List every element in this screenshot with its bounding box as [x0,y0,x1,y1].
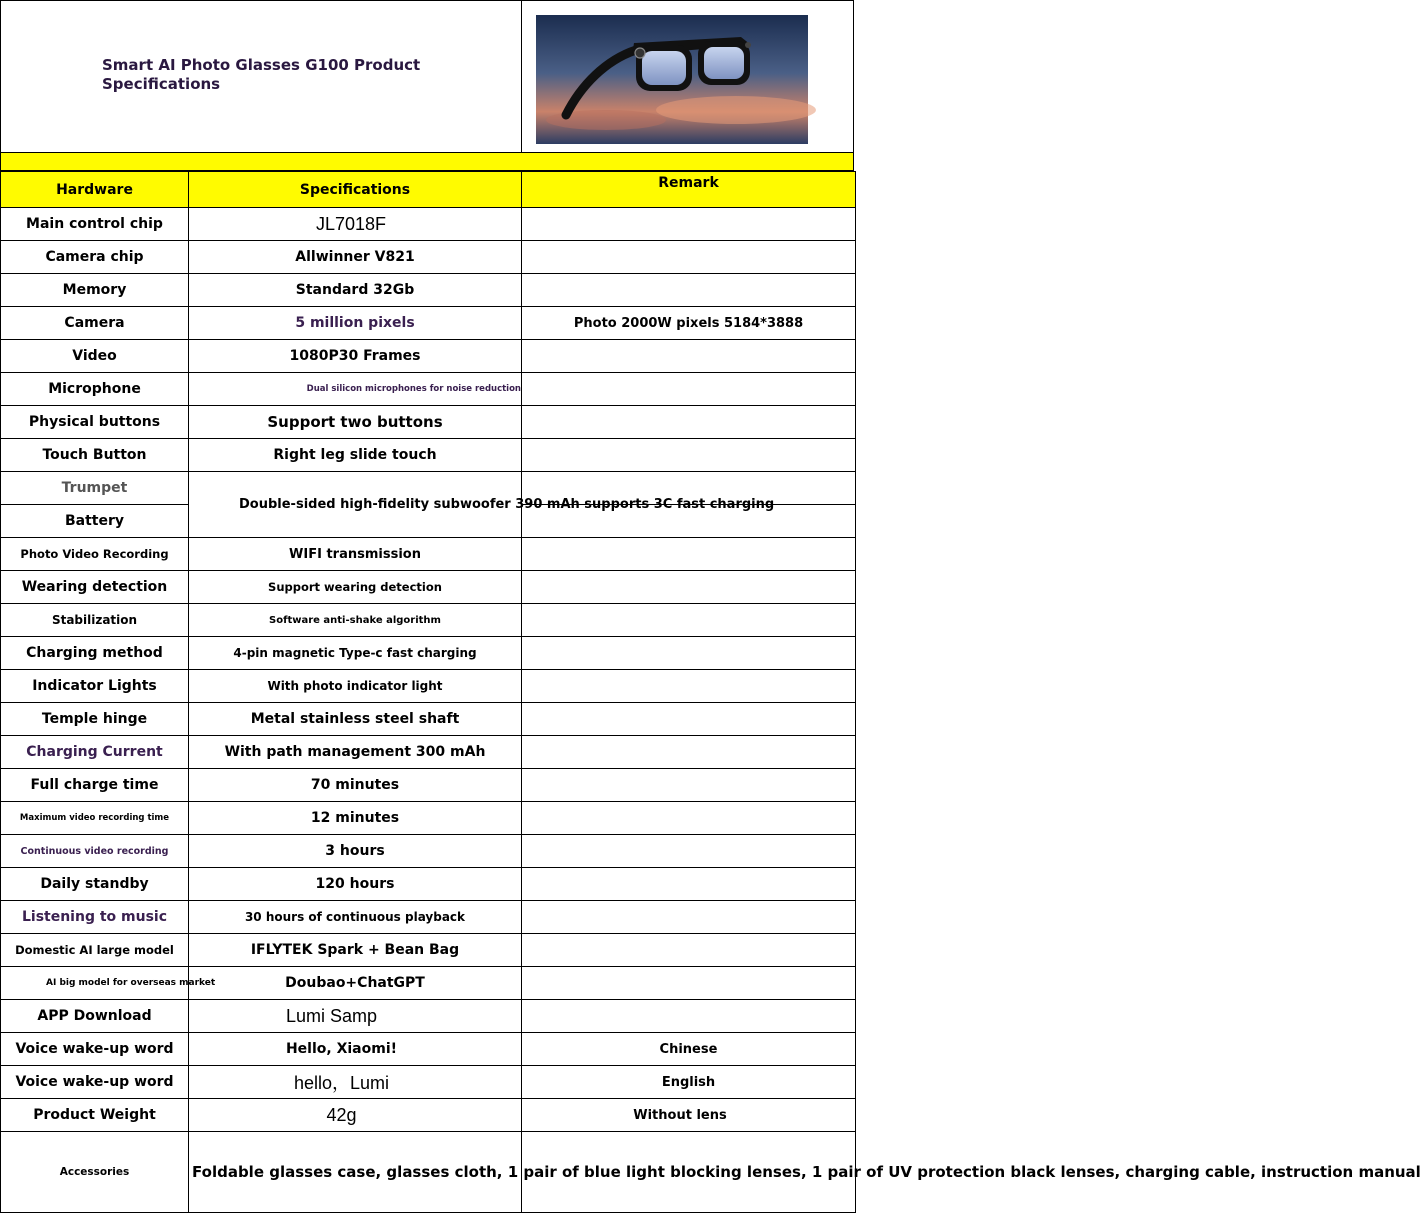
remark-cell: English [522,1066,856,1099]
table-row [1,670,856,703]
spec-cell: Software anti-shake algorithm [189,604,522,637]
hardware-cell: Temple hinge [1,703,189,736]
spec-cell: Support two buttons [189,406,522,439]
hardware-cell: AI big model for overseas market [1,967,189,1000]
product-photo [536,15,808,144]
table-row [1,967,856,1000]
spec-cell: Metal stainless steel shaft [189,703,522,736]
column-header-hardware: Hardware [1,172,189,208]
spec-cell: Hello, Xiaomi! [189,1033,522,1066]
hardware-cell: Wearing detection [1,571,189,604]
hardware-cell: Charging Current [1,736,189,769]
spec-cell: WIFI transmission [189,538,522,571]
hardware-cell: APP Download [1,1000,189,1033]
table-row [1,406,856,439]
table-row [1,373,856,406]
hardware-cell: Camera chip [1,241,189,274]
remark-cell [522,835,856,868]
hardware-cell: Microphone [1,373,189,406]
spec-cell: Double-sided high-fidelity subwoofer 390 mAh supports 3C fast charging [189,472,522,538]
spec-cell: With path management 300 mAh [189,736,522,769]
table-row [1,274,856,307]
table-row [1,934,856,967]
remark-cell [522,241,856,274]
table-row [1,637,856,670]
table-row [1,1066,856,1099]
hardware-cell: Main control chip [1,208,189,241]
hardware-cell: Trumpet [1,472,189,505]
remark-cell: Chinese [522,1033,856,1066]
hardware-cell: Listening to music [1,901,189,934]
remark-cell [522,868,856,901]
remark-cell [522,703,856,736]
page-title: Smart AI Photo Glasses G100 Product Specifications [102,56,421,93]
hardware-cell: Full charge time [1,769,189,802]
yellow-divider [0,153,854,171]
remark-cell [522,208,856,241]
hardware-cell: Voice wake-up word [1,1066,189,1099]
table-row [1,1132,856,1213]
spec-cell: 1080P30 Frames [189,340,522,373]
table-row [1,868,856,901]
hardware-cell: Physical buttons [1,406,189,439]
spec-table [0,171,1421,1213]
hardware-cell: Battery [1,505,189,538]
table-row [1,835,856,868]
spec-cell: Lumi Samp [189,1000,522,1033]
table-row [1,1099,856,1132]
remark-cell [522,934,856,967]
spec-cell: 70 minutes [189,769,522,802]
spec-cell: IFLYTEK Spark + Bean Bag [189,934,522,967]
column-header-specifications: Specifications [189,172,522,208]
table-row [1,571,856,604]
hardware-cell: Domestic AI large model [1,934,189,967]
hardware-cell: Indicator Lights [1,670,189,703]
table-row [1,769,856,802]
remark-cell [522,967,856,1000]
spec-cell: Doubao+ChatGPT [189,967,522,1000]
header-title-cell [1,1,522,152]
table-header-row [1,172,856,208]
hardware-cell: Stabilization [1,604,189,637]
hardware-cell: Charging method [1,637,189,670]
remark-cell: Without lens [522,1099,856,1132]
remark-cell [522,670,856,703]
spec-cell: 5 million pixels [189,307,522,340]
table-row [1,1000,856,1033]
table-row [1,736,856,769]
remark-cell [522,406,856,439]
column-header-remark: Remark [522,172,856,208]
table-row [1,472,856,505]
spec-cell: Allwinner V821 [189,241,522,274]
hardware-cell: Memory [1,274,189,307]
remark-cell [522,901,856,934]
spec-cell: Support wearing detection [189,571,522,604]
table-row [1,241,856,274]
hardware-cell: Maximum video recording time [1,802,189,835]
spec-cell: 3 hours [189,835,522,868]
table-row [1,1033,856,1066]
spec-cell: JL7018F [189,208,522,241]
hardware-cell: Photo Video Recording [1,538,189,571]
remark-cell [522,1000,856,1033]
table-row [1,703,856,736]
remark-cell [522,274,856,307]
remark-cell [522,373,856,406]
hardware-cell: Daily standby [1,868,189,901]
spec-cell: 12 minutes [189,802,522,835]
spec-cell: 4-pin magnetic Type-c fast charging [189,637,522,670]
spec-cell: 42g [189,1099,522,1132]
table-row [1,604,856,637]
hardware-cell: Video [1,340,189,373]
remark-cell: Photo 2000W pixels 5184*3888 [522,307,856,340]
spec-cell: Dual silicon microphones for noise reduction [189,373,522,406]
remark-cell [522,538,856,571]
remark-cell [522,604,856,637]
spec-cell: Right leg slide touch [189,439,522,472]
spec-cell: hello，Lumi [189,1066,522,1099]
table-row [1,208,856,241]
remark-cell [522,571,856,604]
table-row [1,340,856,373]
hardware-cell: Voice wake-up word [1,1033,189,1066]
table-row [1,802,856,835]
remark-cell [522,439,856,472]
spec-cell: 120 hours [189,868,522,901]
spec-cell: 30 hours of continuous playback [189,901,522,934]
hardware-cell: Continuous video recording [1,835,189,868]
spec-cell: Standard 32Gb [189,274,522,307]
remark-cell [522,736,856,769]
table-row [1,538,856,571]
remark-cell [522,340,856,373]
hardware-cell: Touch Button [1,439,189,472]
remark-cell [522,802,856,835]
table-row [1,439,856,472]
remark-cell [522,637,856,670]
table-row [1,901,856,934]
table-row [1,307,856,340]
spec-cell: Foldable glasses case, glasses cloth, 1 pair of blue light blocking lenses, 1 pair of UV protection black lenses, charging cable, instruction manual [189,1132,522,1213]
spec-cell: With photo indicator light [189,670,522,703]
hardware-cell: Product Weight [1,1099,189,1132]
hardware-cell: Camera [1,307,189,340]
remark-cell [522,769,856,802]
hardware-cell: Accessories [1,1132,189,1213]
